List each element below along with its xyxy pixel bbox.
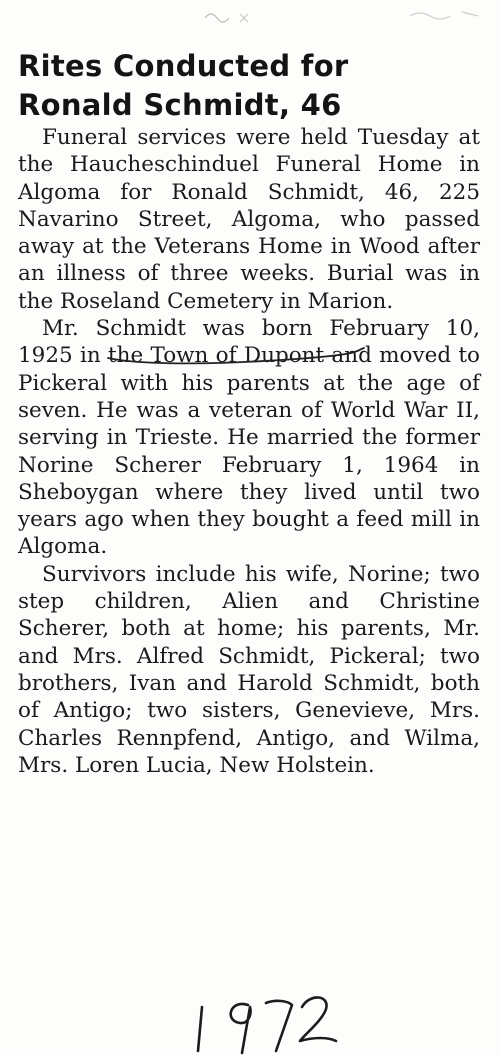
paragraph-survivors: Survivors include his wife, Norine; two step children, Alien and Christine Scherer, both at home; his parents, Mr. and Mrs. Alfred Schmidt, Pickeral; two brothers, Ivan and Harold Schmidt, both of Antigo; two sisters, Genevieve, Mrs. Charles Rennpfend, Antigo, and Wilma, Mrs. Loren Lucia, New Holstein.	[18, 561, 480, 778]
article-headline	[18, 47, 488, 125]
headline-line-1: Rites Conducted for	[18, 49, 349, 84]
article-body	[18, 124, 480, 779]
bleed-through-marks	[200, 4, 490, 28]
handwritten-year-note	[180, 985, 350, 1055]
paragraph-biography: Mr. Schmidt was born February 10, 1925 in the Town of Dupont and moved to Pickeral with his parents at the age of seven. He was a veteran of World War II, serving in Trieste. He married the former Norine Scherer February 1, 1964 in Sheboygan where they lived until two years ago when they bought a feed mill in Algoma.	[18, 316, 480, 560]
headline-line-2: Ronald Schmidt, 46	[18, 88, 342, 123]
paragraph-funeral-services: Funeral services were held Tuesday at the Haucheschinduel Funeral Home in Algoma for Ronald Schmidt, 46, 225 Navarino Street, Algoma, who passed away at the Veterans Home in Wood after an illness of three weeks. Burial was in the Roseland Cemetery in Marion.	[18, 125, 480, 314]
handwritten-underline-mark	[106, 344, 368, 366]
